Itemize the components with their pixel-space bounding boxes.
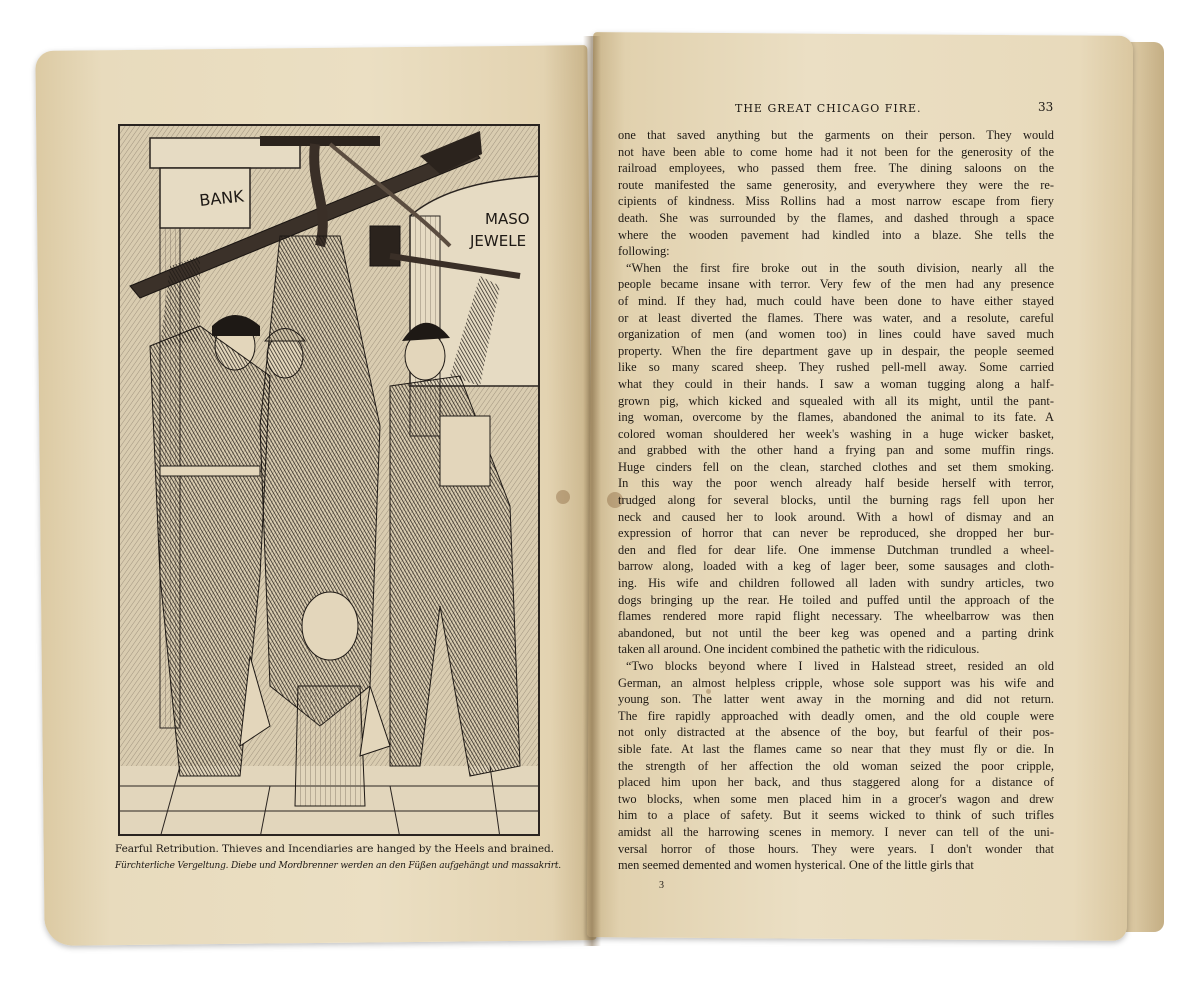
text-line: two blocks, when some men placed him in a grocer's wagon and drew (618, 791, 1054, 806)
text-line: cipients of kindness. Miss Rollins had a most narrow escape from fiery (618, 194, 1054, 209)
sign-maso: MASO (485, 210, 530, 228)
text-line: The fire rapidly approached with deadly omen, and the old couple were (618, 708, 1054, 723)
engraving-drawing (120, 126, 540, 836)
text-line: expression of horror that can never be reproduced, she dropped her bur- (618, 526, 1054, 541)
illustration-caption-english: Fearful Retribution. Thieves and Incendiaries are hanged by the Heels and brained. (115, 843, 554, 855)
text-line: den and fled for dear life. One immense Dutchman trundled a wheel- (618, 542, 1054, 557)
text-line: grown pig, which kicked and squealed with all its might, until the pant- (618, 393, 1054, 408)
text-line: of mind. If they had, much could have been done to have either stayed (618, 293, 1054, 308)
text-line: the strength of her affection the old woman seized the poor cripple, (618, 758, 1054, 773)
text-line: “Two blocks beyond where I lived in Halstead street, resided an old (626, 659, 1054, 673)
text-line: abandoned, but not until the beer keg was opened and a parting drink (618, 625, 1054, 640)
text-line: what they could in their hands. I saw a woman tugging along a half- (618, 376, 1054, 391)
text-line: ing woman, overcome by the flames, abandoned the animal to its fate. A (618, 410, 1054, 425)
text-line: people became insane with terror. Very few of the men had any presence (618, 277, 1054, 292)
text-line: railroad employees, who passed them free. The dining saloons on the (618, 161, 1054, 176)
text-line: one that saved anything but the garments on their person. They would (618, 128, 1054, 142)
text-line: not only distracted at the absence of the boy, but fearful of their pos- (618, 725, 1054, 740)
text-line: German, an almost helpless cripple, whose sole support was his wife and (618, 675, 1054, 690)
text-line: In this way the poor wench already half beside herself with terror, (618, 476, 1054, 491)
text-line: where the wooden pavement had kindled into a blaze. She tells the (618, 227, 1054, 242)
sign-bank: BANK (198, 186, 245, 210)
text-line: sible fate. At last the flames came so near that they must fly or die. In (618, 741, 1054, 756)
text-line: young son. The latter went away in the morning and did not return. (618, 692, 1054, 707)
text-line: death. She was surrounded by the flames, and dashed through a space (618, 210, 1054, 225)
text-line: versal horror of those hours. They were years. I don't wonder that (618, 841, 1054, 856)
text-line: barrow along, loaded with a keg of lager beer, some sausages and cloth- (618, 559, 1054, 574)
text-line: him to a place of safety. But it seems wicked to think of such trifles (618, 808, 1054, 823)
text-line: and grabbed with the other hand a frying pan and some muffin rings. (618, 443, 1054, 458)
book-gutter (583, 36, 601, 946)
text-line: dogs bringing up the rear. He toiled and puffed until the approach of the (618, 592, 1054, 607)
body-text (618, 127, 1054, 874)
text-line: ing. His wife and children followed all laden with sundry articles, two (618, 576, 1054, 591)
text-line: “When the first fire broke out in the south division, nearly all the (626, 260, 1054, 275)
text-line: property. When the fire department gave up in despair, the people seemed (618, 343, 1054, 358)
text-line: following: (618, 244, 670, 259)
engraving-illustration (118, 124, 540, 836)
text-line: colored woman shouldered her week's washing in a huge wicker basket, (618, 426, 1054, 441)
text-line: neck and caused her to look around. With a howl of dismay and an (618, 509, 1054, 524)
text-line: trudged along for several blocks, until the burning rags fell upon her (618, 493, 1054, 508)
sign-jewele: JEWELE (470, 232, 527, 250)
page-number: 33 (1038, 100, 1054, 114)
text-line: like so many scared sheep. They rushed pell-mell away. Some carried (618, 360, 1054, 375)
running-head: THE GREAT CHICAGO FIRE. (735, 102, 922, 115)
text-line: not have been able to come home had it not been for the generosity of the (618, 144, 1054, 159)
text-line: route manifested the same generosity, and everywhere they were the re- (618, 177, 1054, 192)
text-line: Huge cinders fell on the clean, starched clothes and set them smoking. (618, 459, 1054, 474)
signature-mark: 3 (659, 880, 664, 891)
text-line: men seemed demented and women hysterical. One of the little girls that (618, 858, 974, 873)
text-line: organization of men (and women too) in lines could have saved much (618, 327, 1054, 342)
text-line: taken all around. One incident combined the pathetic with the ridiculous. (618, 642, 980, 657)
text-line: placed him upon her back, and thus staggered along for a distance of (618, 775, 1054, 790)
illustration-caption-german: Fürchterliche Vergeltung. Diebe und Mordbrenner werden an den Füßen aufgehängt und massakrirt. (115, 861, 561, 871)
stain-spot (556, 490, 570, 504)
text-line: or at least diverted the flames. There was water, and a resolute, careful (618, 310, 1054, 325)
text-line: amidst all the harrowing scenes in memory. I never can tell of the uni- (618, 824, 1054, 839)
text-line: flames rendered more rapid flight necessary. The wheelbarrow was then (618, 609, 1054, 624)
